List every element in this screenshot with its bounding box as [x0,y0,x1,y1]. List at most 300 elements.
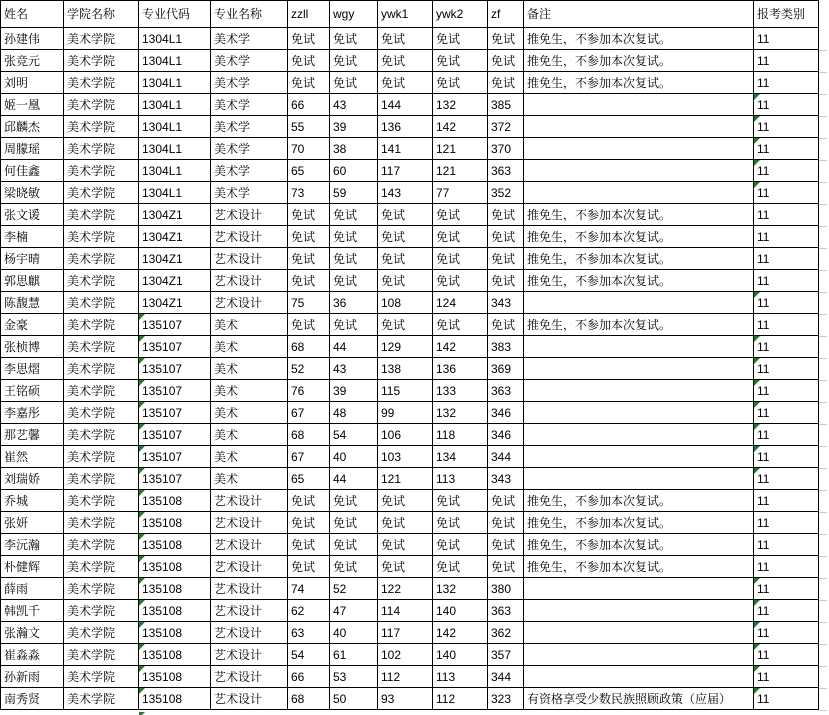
cell-ywk2[interactable]: 118 [433,424,488,446]
cell-zzll[interactable]: 73 [288,182,330,204]
cell-major-code[interactable]: 1304Z1 [139,226,211,248]
cell-wgy[interactable]: 免试 [330,72,378,94]
header-cell-ywk2[interactable]: ywk2 [433,1,488,28]
cell-major-name[interactable]: 艺术设计 [211,490,288,512]
cell-zzll[interactable]: 免试 [288,512,330,534]
cell-ywk2[interactable]: 免试 [433,204,488,226]
cell-college[interactable]: 美术学院 [64,314,139,336]
cell-wgy[interactable]: 48 [330,402,378,424]
cell-zf[interactable]: 323 [488,688,524,710]
cell-ywk2[interactable]: 142 [433,622,488,644]
cell-zzll[interactable]: 68 [288,424,330,446]
cell-category[interactable]: 11 [754,490,819,512]
cell-zzll[interactable]: 62 [288,600,330,622]
cell-wgy[interactable]: 53 [330,666,378,688]
cell-college[interactable]: 美术学院 [64,204,139,226]
cell-ywk1[interactable]: 免试 [378,512,433,534]
cell-ywk2[interactable]: 113 [433,468,488,490]
cell-zf[interactable]: 369 [488,358,524,380]
cell-category[interactable]: 11 [754,380,819,402]
cell-zzll[interactable]: 67 [288,402,330,424]
cell-ywk1[interactable]: 136 [378,116,433,138]
cell-college[interactable]: 美术学院 [64,94,139,116]
cell-college[interactable]: 美术学院 [64,578,139,600]
cell-zf[interactable]: 383 [488,336,524,358]
cell-major-name[interactable]: 艺术设计 [211,534,288,556]
cell-zf[interactable]: 370 [488,138,524,160]
cell-zzll[interactable]: 66 [288,666,330,688]
cell-zzll[interactable]: 54 [288,644,330,666]
cell-major-code[interactable]: 1304L1 [139,160,211,182]
cell-zzll[interactable]: 免试 [288,50,330,72]
cell-wgy[interactable]: 39 [330,380,378,402]
cell-name[interactable]: 崔淼淼 [1,644,64,666]
header-cell-name[interactable]: 姓名 [1,1,64,28]
cell-ywk1[interactable]: 129 [378,336,433,358]
cell-name[interactable]: 崔然 [1,446,64,468]
cell-college[interactable]: 美术学院 [64,28,139,50]
cell-zf[interactable]: 免试 [488,556,524,578]
cell-wgy[interactable]: 免试 [330,314,378,336]
header-cell-zzll[interactable]: zzll [288,1,330,28]
cell-major-code[interactable]: 1304Z1 [139,270,211,292]
cell-college[interactable]: 美术学院 [64,358,139,380]
cell-remark[interactable] [524,578,754,600]
cell-major-code[interactable]: 1304L1 [139,138,211,160]
cell-category[interactable]: 11 [754,424,819,446]
cell-zf[interactable]: 372 [488,116,524,138]
cell-major-name[interactable]: 美术学 [211,116,288,138]
cell-college[interactable]: 美术学院 [64,160,139,182]
cell-ywk1[interactable]: 122 [378,578,433,600]
cell-major-code[interactable]: 1304Z1 [139,248,211,270]
cell-name[interactable]: 乔城 [1,490,64,512]
cell-remark[interactable] [524,446,754,468]
cell-name[interactable]: 李嘉彤 [1,402,64,424]
cell-category[interactable]: 11 [754,666,819,688]
cell-college[interactable]: 美术学院 [64,292,139,314]
cell-name[interactable]: 张竞元 [1,50,64,72]
cell-college[interactable]: 美术学院 [64,622,139,644]
cell-major-code[interactable]: 1304Z1 [139,292,211,314]
cell-major-code[interactable]: 135108 [139,688,211,710]
cell-ywk2[interactable]: 121 [433,160,488,182]
cell-remark[interactable]: 推免生，不参加本次复试。 [524,72,754,94]
cell-major-code[interactable]: 135108 [139,622,211,644]
cell-ywk2[interactable]: 免试 [433,28,488,50]
cell-wgy[interactable]: 免试 [330,248,378,270]
cell-college[interactable]: 美术学院 [64,644,139,666]
cell-remark[interactable] [524,622,754,644]
cell-zf[interactable]: 346 [488,402,524,424]
cell-wgy[interactable]: 50 [330,688,378,710]
cell-category[interactable]: 11 [754,314,819,336]
cell-major-code[interactable]: 1304L1 [139,94,211,116]
cell-major-name[interactable]: 美术 [211,358,288,380]
cell-college[interactable]: 美术学院 [64,534,139,556]
cell-name[interactable]: 南秀贤 [1,688,64,710]
cell-major-name[interactable]: 艺术设计 [211,688,288,710]
cell-remark[interactable]: 推免生，不参加本次复试。 [524,534,754,556]
cell-zf[interactable]: 363 [488,600,524,622]
cell-zf[interactable]: 免试 [488,270,524,292]
cell-major-code[interactable]: 1304L1 [139,182,211,204]
cell-ywk2[interactable]: 140 [433,644,488,666]
cell-wgy[interactable]: 免试 [330,556,378,578]
cell-ywk1[interactable]: 免试 [378,270,433,292]
cell-major-name[interactable]: 艺术设计 [211,600,288,622]
cell-major-code[interactable]: 135107 [139,446,211,468]
cell-category[interactable]: 11 [754,622,819,644]
cell-major-code[interactable]: 135107 [139,380,211,402]
cell-college[interactable]: 美术学院 [64,182,139,204]
cell-name[interactable]: 杨宇晴 [1,248,64,270]
cell-major-name[interactable]: 美术 [211,314,288,336]
cell-ywk1[interactable]: 93 [378,688,433,710]
cell-ywk2[interactable]: 136 [433,358,488,380]
cell-ywk1[interactable]: 免试 [378,226,433,248]
cell-major-code[interactable]: 135107 [139,468,211,490]
cell-major-name[interactable]: 美术学 [211,50,288,72]
cell-category[interactable]: 11 [754,182,819,204]
cell-zzll[interactable]: 55 [288,116,330,138]
cell-major-name[interactable]: 艺术设计 [211,644,288,666]
cell-name[interactable]: 梁晓敏 [1,182,64,204]
cell-wgy[interactable]: 免试 [330,512,378,534]
cell-name[interactable]: 李思熠 [1,358,64,380]
cell-ywk2[interactable]: 124 [433,292,488,314]
header-cell-zf[interactable]: zf [488,1,524,28]
cell-zzll[interactable]: 68 [288,688,330,710]
cell-wgy[interactable]: 40 [330,446,378,468]
cell-wgy[interactable]: 43 [330,358,378,380]
header-cell-ywk1[interactable]: ywk1 [378,1,433,28]
cell-category[interactable]: 11 [754,402,819,424]
cell-ywk2[interactable]: 142 [433,336,488,358]
cell-ywk1[interactable]: 免试 [378,534,433,556]
cell-ywk2[interactable]: 免试 [433,50,488,72]
cell-ywk2[interactable]: 免试 [433,248,488,270]
cell-college[interactable]: 美术学院 [64,50,139,72]
cell-ywk2[interactable]: 113 [433,666,488,688]
cell-name[interactable]: 刘明 [1,72,64,94]
cell-major-name[interactable]: 艺术设计 [211,204,288,226]
cell-zf[interactable]: 385 [488,94,524,116]
cell-ywk1[interactable]: 免试 [378,72,433,94]
cell-zzll[interactable]: 66 [288,94,330,116]
cell-major-name[interactable]: 美术 [211,336,288,358]
cell-zzll[interactable]: 免试 [288,72,330,94]
cell-category[interactable]: 11 [754,270,819,292]
cell-ywk2[interactable]: 免试 [433,490,488,512]
cell-major-code[interactable]: 135108 [139,556,211,578]
cell-ywk1[interactable]: 121 [378,468,433,490]
cell-name[interactable]: 张文谖 [1,204,64,226]
cell-remark[interactable]: 推免生，不参加本次复试。 [524,270,754,292]
cell-major-code[interactable]: 1304L1 [139,72,211,94]
cell-ywk2[interactable]: 140 [433,600,488,622]
cell-ywk2[interactable]: 77 [433,182,488,204]
cell-category[interactable]: 11 [754,600,819,622]
cell-wgy[interactable]: 免试 [330,50,378,72]
cell-major-code[interactable]: 1304L1 [139,50,211,72]
cell-college[interactable]: 美术学院 [64,424,139,446]
cell-zf[interactable]: 免试 [488,490,524,512]
cell-wgy[interactable]: 59 [330,182,378,204]
cell-name[interactable]: 邱麟杰 [1,116,64,138]
cell-remark[interactable] [524,160,754,182]
cell-category[interactable]: 11 [754,512,819,534]
cell-remark[interactable] [524,424,754,446]
cell-major-code[interactable]: 135108 [139,490,211,512]
cell-major-name[interactable]: 艺术设计 [211,556,288,578]
cell-name[interactable]: 李楠 [1,226,64,248]
cell-ywk1[interactable]: 117 [378,622,433,644]
cell-remark[interactable]: 推免生，不参加本次复试。 [524,204,754,226]
cell-ywk1[interactable]: 免试 [378,314,433,336]
cell-ywk1[interactable]: 免试 [378,556,433,578]
cell-college[interactable]: 美术学院 [64,270,139,292]
cell-ywk1[interactable]: 115 [378,380,433,402]
cell-major-name[interactable]: 美术学 [211,182,288,204]
cell-category[interactable]: 11 [754,534,819,556]
cell-remark[interactable] [524,380,754,402]
cell-remark[interactable]: 推免生，不参加本次复试。 [524,556,754,578]
header-cell-college[interactable]: 学院名称 [64,1,139,28]
cell-remark[interactable] [524,468,754,490]
cell-category[interactable]: 11 [754,116,819,138]
cell-zzll[interactable]: 免试 [288,314,330,336]
cell-ywk2[interactable]: 112 [433,688,488,710]
cell-major-name[interactable]: 美术 [211,468,288,490]
cell-wgy[interactable]: 免试 [330,490,378,512]
cell-category[interactable]: 11 [754,28,819,50]
cell-zf[interactable]: 免试 [488,72,524,94]
cell-zzll[interactable]: 免试 [288,248,330,270]
cell-remark[interactable]: 推免生，不参加本次复试。 [524,512,754,534]
cell-zf[interactable]: 357 [488,644,524,666]
cell-college[interactable]: 美术学院 [64,556,139,578]
cell-major-name[interactable]: 艺术设计 [211,270,288,292]
cell-ywk2[interactable]: 免试 [433,512,488,534]
cell-zf[interactable]: 363 [488,160,524,182]
cell-name[interactable]: 周朦瑶 [1,138,64,160]
cell-wgy[interactable]: 免试 [330,226,378,248]
cell-zf[interactable]: 343 [488,292,524,314]
cell-wgy[interactable]: 52 [330,578,378,600]
cell-wgy[interactable]: 免试 [330,28,378,50]
cell-ywk1[interactable]: 141 [378,138,433,160]
cell-wgy[interactable]: 61 [330,644,378,666]
cell-major-name[interactable]: 美术 [211,424,288,446]
cell-remark[interactable] [524,358,754,380]
header-cell-major-name[interactable]: 专业名称 [211,1,288,28]
cell-wgy[interactable]: 免试 [330,270,378,292]
cell-zf[interactable]: 344 [488,446,524,468]
cell-wgy[interactable]: 44 [330,336,378,358]
cell-college[interactable]: 美术学院 [64,138,139,160]
cell-zzll[interactable]: 52 [288,358,330,380]
cell-zf[interactable]: 免试 [488,226,524,248]
cell-major-name[interactable]: 艺术设计 [211,248,288,270]
cell-zf[interactable]: 343 [488,468,524,490]
cell-category[interactable]: 11 [754,358,819,380]
cell-name[interactable]: 郭思麒 [1,270,64,292]
cell-zf[interactable]: 免试 [488,512,524,534]
cell-zzll[interactable]: 75 [288,292,330,314]
cell-major-code[interactable]: 135107 [139,358,211,380]
cell-remark[interactable]: 推免生，不参加本次复试。 [524,248,754,270]
cell-name[interactable]: 王铭硕 [1,380,64,402]
cell-college[interactable]: 美术学院 [64,600,139,622]
cell-remark[interactable] [524,336,754,358]
cell-name[interactable]: 薛雨 [1,578,64,600]
cell-zzll[interactable]: 免试 [288,556,330,578]
cell-name[interactable]: 姬一凰 [1,94,64,116]
cell-remark[interactable] [524,644,754,666]
cell-zzll[interactable]: 免试 [288,226,330,248]
cell-ywk2[interactable]: 免试 [433,556,488,578]
cell-remark[interactable] [524,94,754,116]
cell-major-name[interactable]: 美术 [211,446,288,468]
cell-major-name[interactable]: 美术学 [211,160,288,182]
cell-category[interactable]: 11 [754,468,819,490]
cell-remark[interactable]: 推免生，不参加本次复试。 [524,50,754,72]
cell-zzll[interactable]: 65 [288,468,330,490]
cell-name[interactable]: 韩凯千 [1,600,64,622]
header-cell-wgy[interactable]: wgy [330,1,378,28]
cell-ywk2[interactable]: 免试 [433,314,488,336]
cell-ywk1[interactable]: 免试 [378,204,433,226]
cell-ywk1[interactable]: 112 [378,666,433,688]
header-cell-major-code[interactable]: 专业代码 [139,1,211,28]
cell-major-name[interactable]: 艺术设计 [211,578,288,600]
cell-zf[interactable]: 免试 [488,534,524,556]
cell-name[interactable]: 李沅瀚 [1,534,64,556]
cell-ywk1[interactable]: 138 [378,358,433,380]
cell-major-code[interactable]: 135107 [139,314,211,336]
cell-ywk2[interactable]: 免试 [433,270,488,292]
cell-major-code[interactable]: 135108 [139,644,211,666]
cell-name[interactable]: 刘瑞娇 [1,468,64,490]
cell-category[interactable]: 11 [754,138,819,160]
cell-zf[interactable]: 免试 [488,314,524,336]
cell-ywk2[interactable]: 132 [433,578,488,600]
cell-major-name[interactable]: 美术学 [211,94,288,116]
cell-remark[interactable] [524,666,754,688]
cell-zf[interactable]: 免试 [488,204,524,226]
cell-major-code[interactable]: 135108 [139,666,211,688]
cell-major-name[interactable]: 美术学 [211,72,288,94]
cell-name[interactable]: 张瀚文 [1,622,64,644]
cell-ywk2[interactable]: 132 [433,94,488,116]
cell-ywk1[interactable]: 143 [378,182,433,204]
cell-zzll[interactable]: 67 [288,446,330,468]
cell-ywk1[interactable]: 102 [378,644,433,666]
cell-ywk2[interactable]: 121 [433,138,488,160]
cell-wgy[interactable]: 38 [330,138,378,160]
cell-category[interactable]: 11 [754,578,819,600]
cell-category[interactable]: 11 [754,336,819,358]
cell-major-code[interactable]: 135107 [139,336,211,358]
cell-zzll[interactable]: 免试 [288,204,330,226]
cell-zzll[interactable]: 免试 [288,490,330,512]
cell-category[interactable]: 11 [754,160,819,182]
cell-category[interactable]: 11 [754,292,819,314]
header-cell-category[interactable]: 报考类别 [754,1,819,28]
cell-ywk2[interactable]: 132 [433,402,488,424]
cell-remark[interactable]: 推免生，不参加本次复试。 [524,226,754,248]
cell-category[interactable]: 11 [754,644,819,666]
cell-major-code[interactable]: 135108 [139,600,211,622]
cell-college[interactable]: 美术学院 [64,116,139,138]
cell-college[interactable]: 美术学院 [64,248,139,270]
cell-remark[interactable]: 推免生，不参加本次复试。 [524,314,754,336]
cell-wgy[interactable]: 43 [330,94,378,116]
cell-zf[interactable]: 344 [488,666,524,688]
cell-name[interactable]: 孙新雨 [1,666,64,688]
cell-major-code[interactable]: 1304L1 [139,28,211,50]
cell-ywk1[interactable]: 免试 [378,28,433,50]
cell-wgy[interactable]: 免试 [330,204,378,226]
cell-ywk1[interactable]: 117 [378,160,433,182]
cell-college[interactable]: 美术学院 [64,72,139,94]
cell-remark[interactable]: 推免生，不参加本次复试。 [524,28,754,50]
cell-wgy[interactable]: 47 [330,600,378,622]
cell-ywk2[interactable]: 133 [433,380,488,402]
cell-college[interactable]: 美术学院 [64,446,139,468]
header-cell-remark[interactable]: 备注 [524,1,754,28]
cell-wgy[interactable]: 54 [330,424,378,446]
cell-zf[interactable]: 免试 [488,248,524,270]
cell-wgy[interactable]: 40 [330,622,378,644]
cell-ywk2[interactable]: 142 [433,116,488,138]
cell-wgy[interactable]: 36 [330,292,378,314]
cell-ywk1[interactable]: 103 [378,446,433,468]
cell-remark[interactable]: 有资格享受少数民族照顾政策（应届） [524,688,754,710]
cell-zf[interactable]: 352 [488,182,524,204]
cell-zf[interactable]: 免试 [488,28,524,50]
cell-category[interactable]: 11 [754,72,819,94]
cell-ywk2[interactable]: 免试 [433,72,488,94]
cell-remark[interactable]: 推免生，不参加本次复试。 [524,490,754,512]
cell-zzll[interactable]: 免试 [288,534,330,556]
cell-zzll[interactable]: 76 [288,380,330,402]
cell-ywk1[interactable]: 99 [378,402,433,424]
cell-name[interactable]: 朴健辉 [1,556,64,578]
cell-major-name[interactable]: 美术学 [211,28,288,50]
cell-college[interactable]: 美术学院 [64,380,139,402]
cell-zzll[interactable]: 68 [288,336,330,358]
cell-category[interactable]: 11 [754,50,819,72]
cell-major-code[interactable]: 135107 [139,424,211,446]
cell-name[interactable]: 孙建伟 [1,28,64,50]
cell-zzll[interactable]: 70 [288,138,330,160]
cell-major-name[interactable]: 艺术设计 [211,226,288,248]
cell-ywk1[interactable]: 106 [378,424,433,446]
cell-zf[interactable]: 363 [488,380,524,402]
cell-zf[interactable]: 362 [488,622,524,644]
cell-college[interactable]: 美术学院 [64,490,139,512]
cell-remark[interactable] [524,138,754,160]
cell-college[interactable]: 美术学院 [64,336,139,358]
cell-college[interactable]: 美术学院 [64,666,139,688]
cell-ywk1[interactable]: 免试 [378,50,433,72]
cell-remark[interactable] [524,292,754,314]
cell-college[interactable]: 美术学院 [64,468,139,490]
cell-zzll[interactable]: 免试 [288,270,330,292]
cell-major-name[interactable]: 美术 [211,380,288,402]
